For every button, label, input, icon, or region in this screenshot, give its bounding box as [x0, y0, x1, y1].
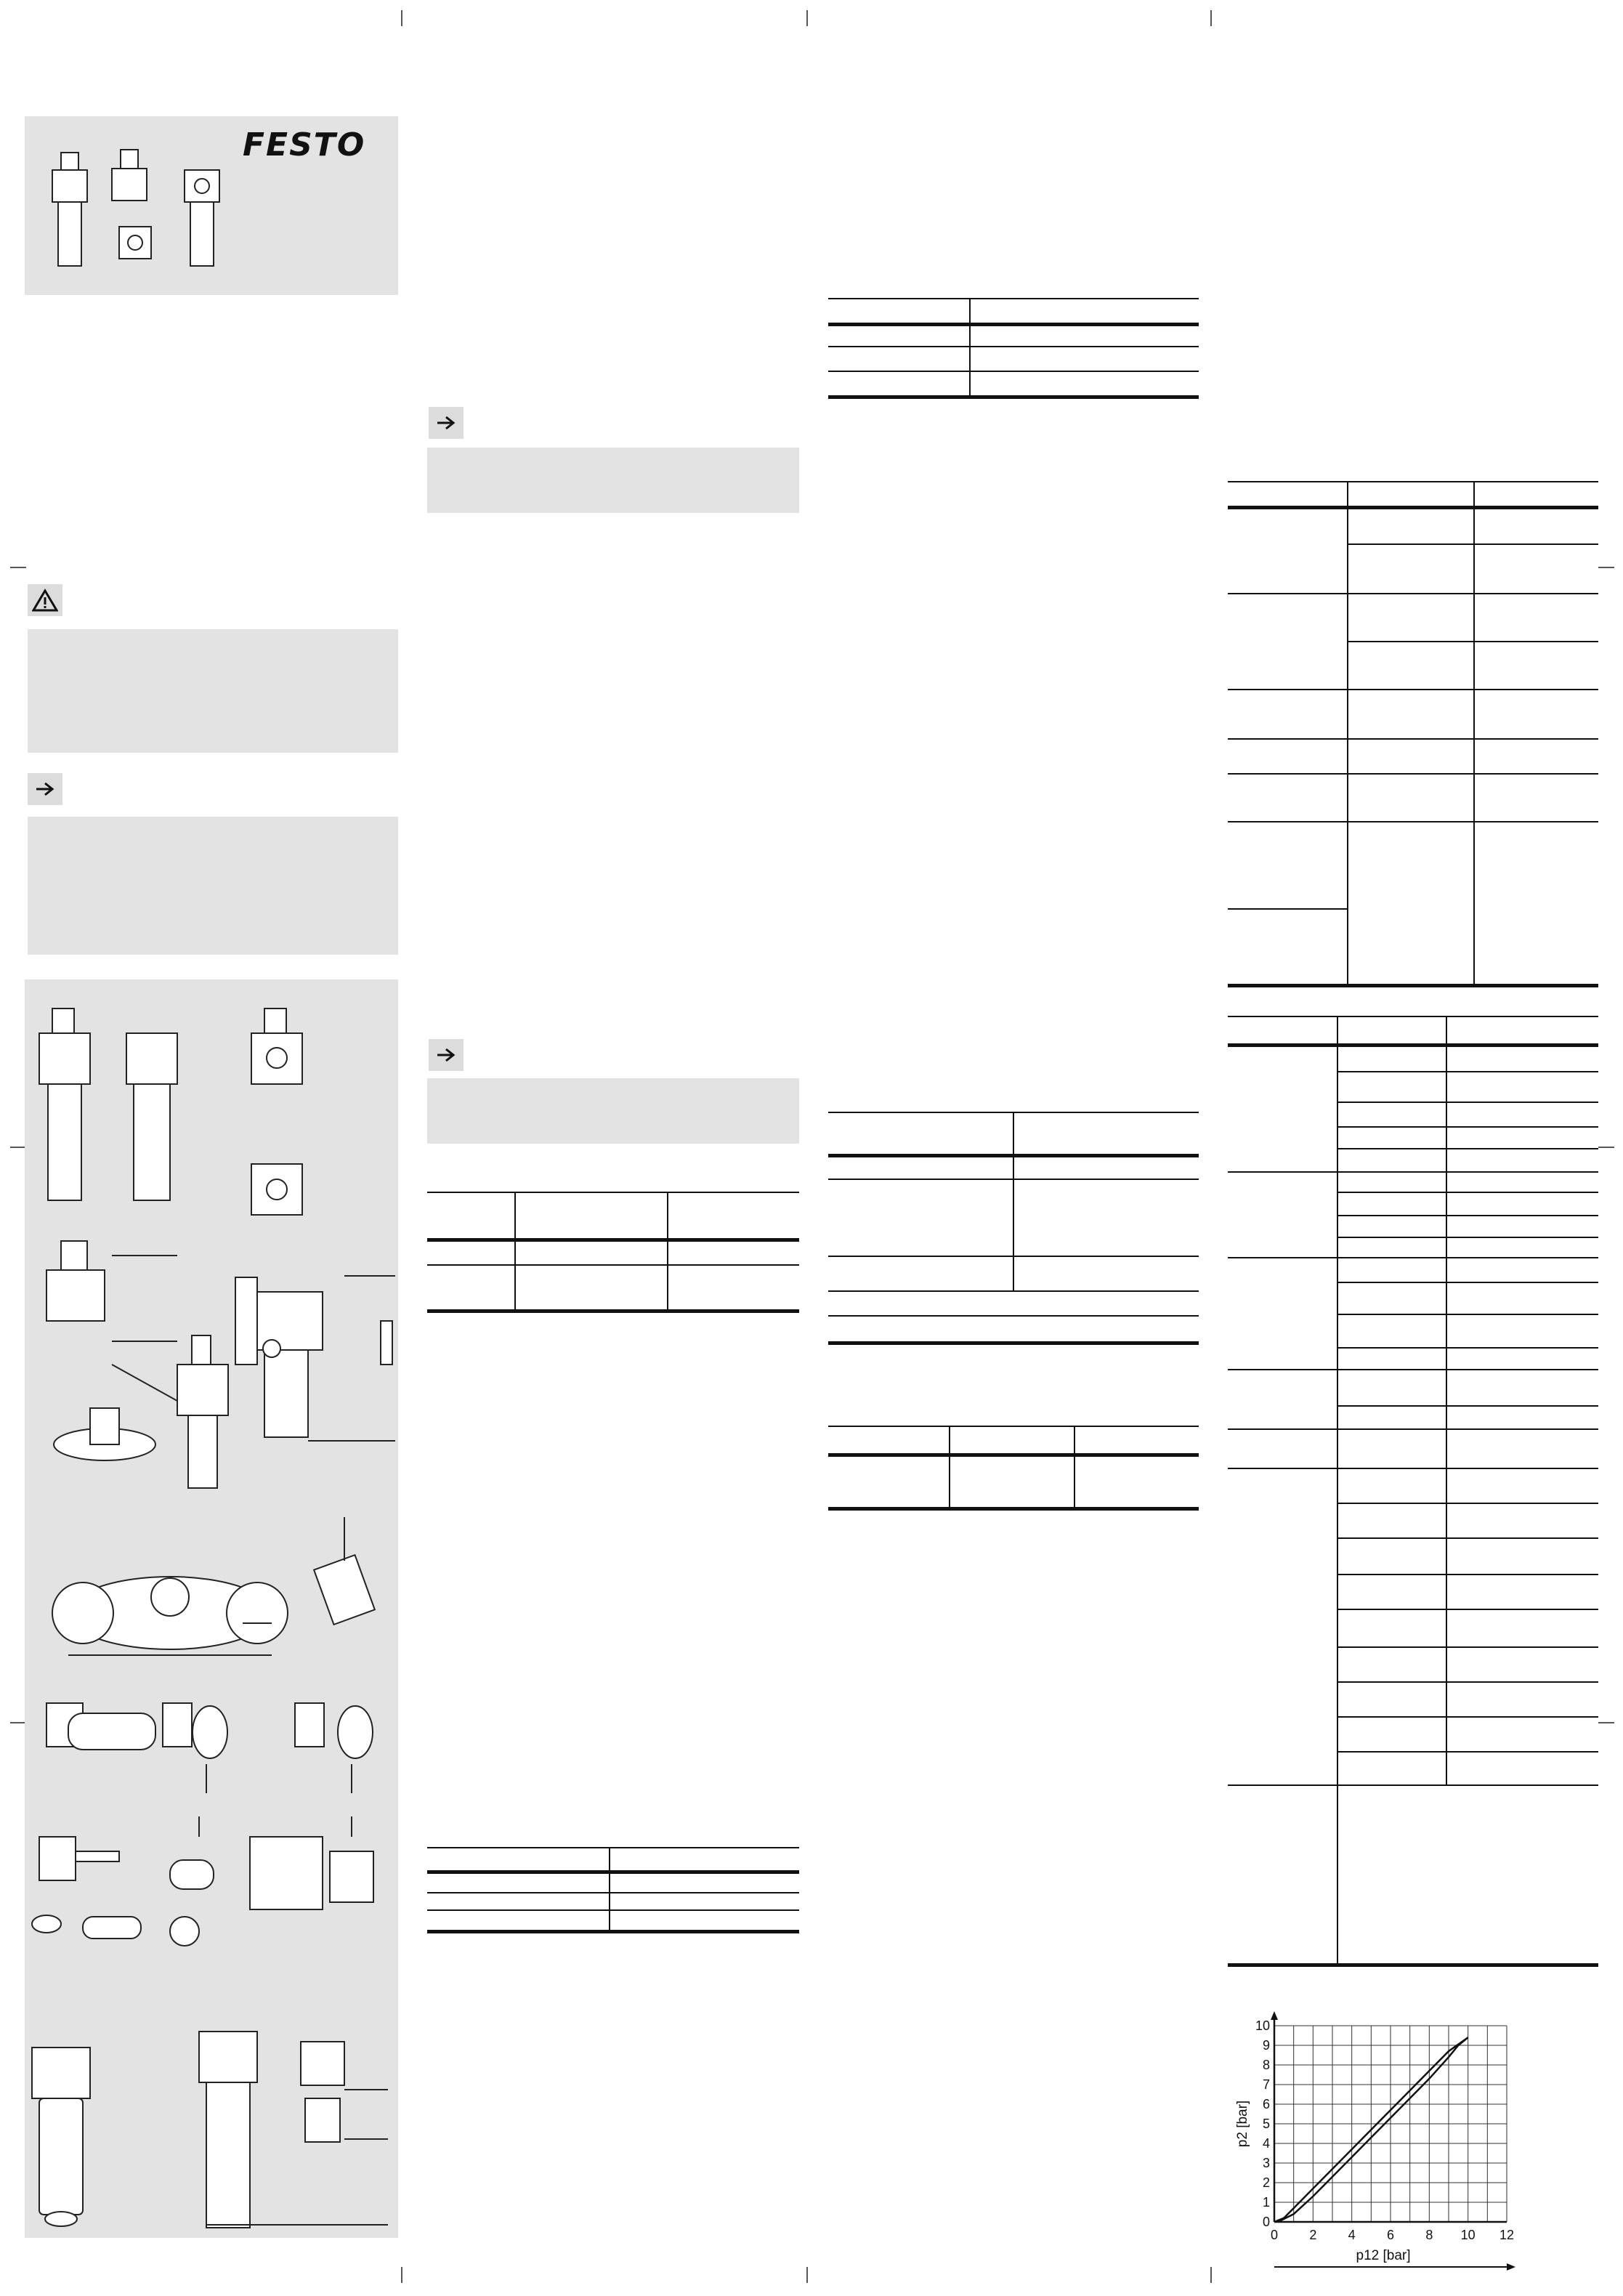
x-axis-arrow	[1507, 2263, 1515, 2271]
assembly-illustrations	[25, 979, 398, 2238]
crop-mark	[1210, 2267, 1212, 2283]
table	[1228, 481, 1598, 987]
arrow-right-icon	[34, 780, 56, 798]
note-tab	[429, 1039, 464, 1071]
crop-mark	[1598, 1147, 1614, 1148]
y-tick-label: 4	[1262, 2136, 1270, 2151]
arrow-right-icon	[435, 414, 457, 432]
cover-panel	[25, 116, 398, 295]
y-tick-label: 2	[1262, 2175, 1270, 2190]
crop-mark	[10, 1722, 26, 1723]
product-illustration	[39, 145, 243, 291]
x-tick-label: 0	[1270, 2228, 1279, 2242]
note-tab	[28, 773, 62, 805]
y-tick-label: 9	[1262, 2038, 1270, 2053]
arrow-right-icon	[435, 1046, 457, 1064]
y-axis-label: p2 [bar]	[1235, 2100, 1250, 2148]
warning-icon	[32, 589, 58, 612]
warning-tab	[28, 584, 62, 616]
table	[828, 1112, 1199, 1345]
y-tick-label: 0	[1262, 2215, 1270, 2229]
crop-mark	[1598, 1722, 1614, 1723]
x-tick-label: 12	[1499, 2228, 1515, 2242]
note-box	[28, 817, 398, 955]
note-box	[427, 448, 799, 513]
note-tab	[429, 407, 464, 439]
x-tick-label: 8	[1425, 2228, 1433, 2242]
y-tick-label: 5	[1262, 2117, 1270, 2131]
crop-mark	[401, 10, 402, 26]
crop-mark	[401, 2267, 402, 2283]
table	[427, 1847, 799, 1933]
x-tick-label: 4	[1348, 2228, 1356, 2242]
crop-mark	[806, 2267, 808, 2283]
crop-mark	[1598, 567, 1614, 568]
x-axis-label: p12 [bar]	[1356, 2248, 1411, 2263]
table	[1228, 1016, 1598, 1967]
y-tick-label: 10	[1255, 2018, 1270, 2033]
y-tick-label: 1	[1262, 2195, 1270, 2210]
pressure-characteristic-chart	[1228, 2010, 1518, 2271]
y-tick-label: 7	[1262, 2077, 1270, 2092]
crop-mark	[1210, 10, 1212, 26]
table	[828, 1426, 1199, 1511]
y-tick-label: 6	[1262, 2097, 1270, 2111]
x-tick-label: 2	[1309, 2228, 1317, 2242]
y-tick-label: 3	[1262, 2156, 1270, 2170]
warning-box	[28, 629, 398, 753]
table	[427, 1192, 799, 1313]
y-axis-arrow	[1271, 2011, 1278, 2020]
note-box	[427, 1078, 799, 1144]
festo-logo: FESTO	[243, 126, 366, 163]
x-tick-label: 6	[1386, 2228, 1395, 2242]
illustrations-panel	[25, 979, 398, 2238]
crop-mark	[10, 567, 26, 568]
crop-mark	[806, 10, 808, 26]
y-tick-label: 8	[1262, 2058, 1270, 2072]
crop-mark	[10, 1147, 26, 1148]
table	[828, 298, 1199, 399]
x-tick-label: 10	[1460, 2228, 1476, 2242]
